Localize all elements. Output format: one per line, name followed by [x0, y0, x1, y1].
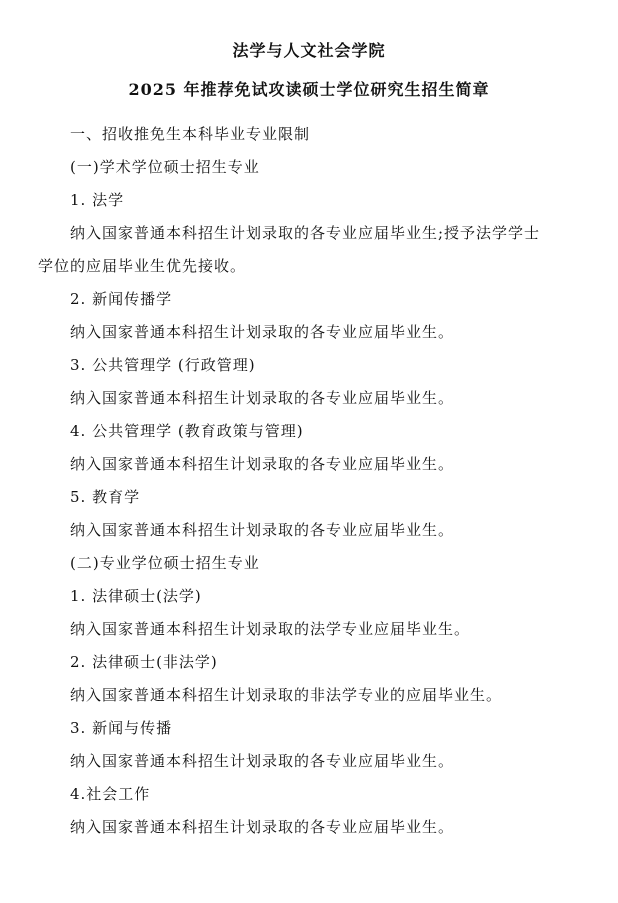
- academic-item-description: 纳入国家普通本科招生计划录取的各专业应届毕业生。: [70, 323, 455, 341]
- academic-item-description: 纳入国家普通本科招生计划录取的各专业应届毕业生。: [70, 389, 455, 407]
- professional-item-description: 纳入国家普通本科招生计划录取的法学专业应届毕业生。: [70, 620, 471, 638]
- professional-item-title: 3. 新闻与传播: [70, 719, 173, 737]
- document-title-main: 2025 年推荐免试攻读硕士学位研究生招生简章: [128, 80, 490, 99]
- subsection-heading-academic: (一)学术学位硕士招生专业: [70, 158, 260, 176]
- academic-item-title: 5. 教育学: [70, 488, 141, 506]
- academic-item-title: 3. 公共管理学 (行政管理): [70, 356, 256, 374]
- section-heading: 一、招收推免生本科毕业专业限制: [70, 125, 311, 143]
- academic-item-title: 4. 公共管理学 (教育政策与管理): [70, 422, 304, 440]
- academic-item-description: 纳入国家普通本科招生计划录取的各专业应届毕业生。: [70, 455, 455, 473]
- academic-item-description: 纳入国家普通本科招生计划录取的各专业应届毕业生;授予法学学士: [70, 224, 541, 242]
- document-title-school: 法学与人文社会学院: [232, 41, 386, 60]
- professional-item-description: 纳入国家普通本科招生计划录取的各专业应届毕业生。: [70, 818, 455, 836]
- academic-item-description-continued: 学位的应届毕业生优先接收。: [38, 257, 247, 275]
- professional-item-title: 4.社会工作: [70, 785, 151, 803]
- academic-item-title: 2. 新闻传播学: [70, 290, 173, 308]
- academic-item-description: 纳入国家普通本科招生计划录取的各专业应届毕业生。: [70, 521, 455, 539]
- professional-item-title: 2. 法律硕士(非法学): [70, 653, 218, 671]
- professional-item-description: 纳入国家普通本科招生计划录取的各专业应届毕业生。: [70, 752, 455, 770]
- academic-item-title: 1. 法学: [70, 191, 125, 209]
- subsection-heading-professional: (二)专业学位硕士招生专业: [70, 554, 260, 572]
- professional-item-description: 纳入国家普通本科招生计划录取的非法学专业的应届毕业生。: [70, 686, 503, 704]
- professional-item-title: 1. 法律硕士(法学): [70, 587, 202, 605]
